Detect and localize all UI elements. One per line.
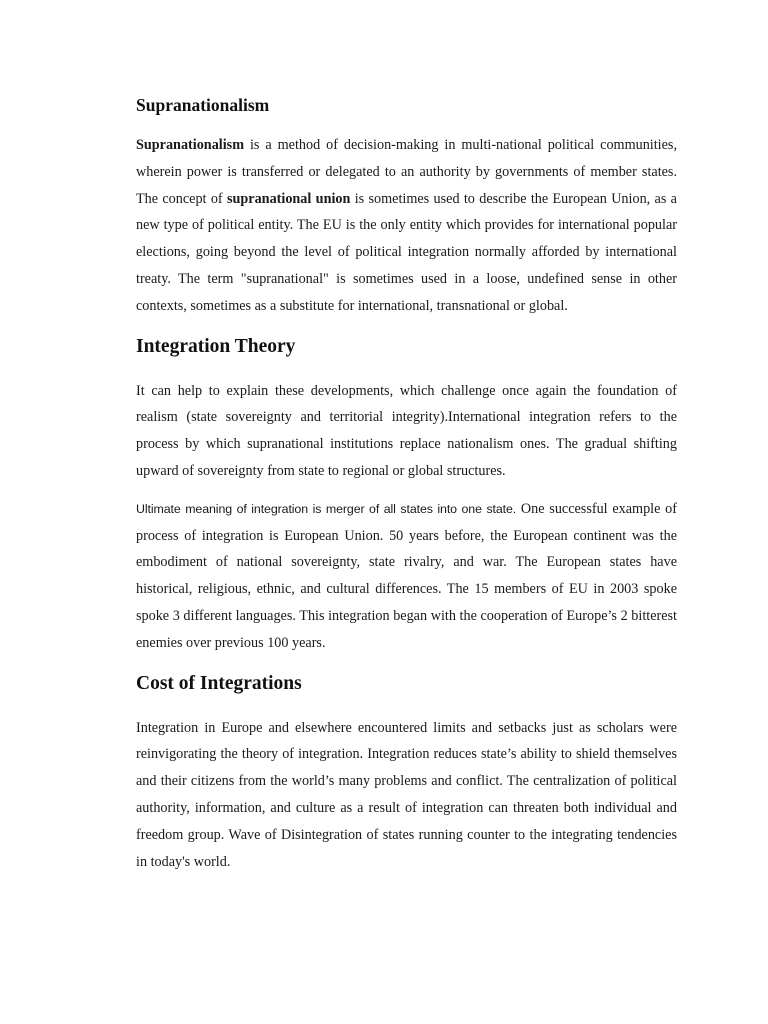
heading-cost-of-integrations: Cost of Integrations [136,672,302,694]
bold-term-supranational-union: supranational union [226,190,351,207]
document-body [136,92,677,875]
bold-term-supranationalism: Supranationalism [136,137,245,153]
text-run: is sometimes used to describe the European Union, as a new type of political entity. The EU is the only entity which provides for international popular elections, going beyond the level of political integration normally afforded by international treaty. The term "supranational" is sometimes used in a loose, undefined sense in other contexts, sometimes as a substitute for international, transnational or global. [136,190,677,314]
paragraph-cost-of-integrations: Integration in Europe and elsewhere encountered limits and setbacks just as scholars were reinvigorating the theory of integration. Integration reduces state’s ability to shield themselves and their citizens from the world’s many problems and conflict. The centralization of political authority, information, and culture as a result of integration can threaten both individual and freedom group. Wave of Disintegration of states running counter to the integrating tendencies in today's world. [136,719,677,870]
paragraph-integration-theory-2 [136,496,677,657]
paragraph-integration-theory-1: It can help to explain these developments, which challenge once again the foundation of realism (state sovereignty and territorial integrity).International integration refers to the process by which supranational institutions replace nationalism ones. The gradual shifting upward of sovereignty from state to regional or global structures. [136,382,677,479]
text-run: is a method of decision-making in multi-national political communities, wherein power is transferred or delegated to an authority by governments of member states. The concept of [136,137,677,207]
text-run: One successful example of process of integration is European Union. 50 years before, the European continent was the embodiment of national sovereignty, state rivalry, and war. The European states have historical, religious, ethnic, and cultural differences. The 15 members of EU in 2003 spoke spoke 3 different languages. This integration began with the cooperation of Europe’s 2 bitterest enemies over previous 100 years. [136,500,677,651]
heading-integration-theory: Integration Theory [136,335,296,357]
paragraph-supranationalism [136,132,677,320]
sans-lead-sentence: Ultimate meaning of integration is merger of all states into one state. [136,501,517,516]
heading-supranationalism: Supranationalism [136,95,270,115]
